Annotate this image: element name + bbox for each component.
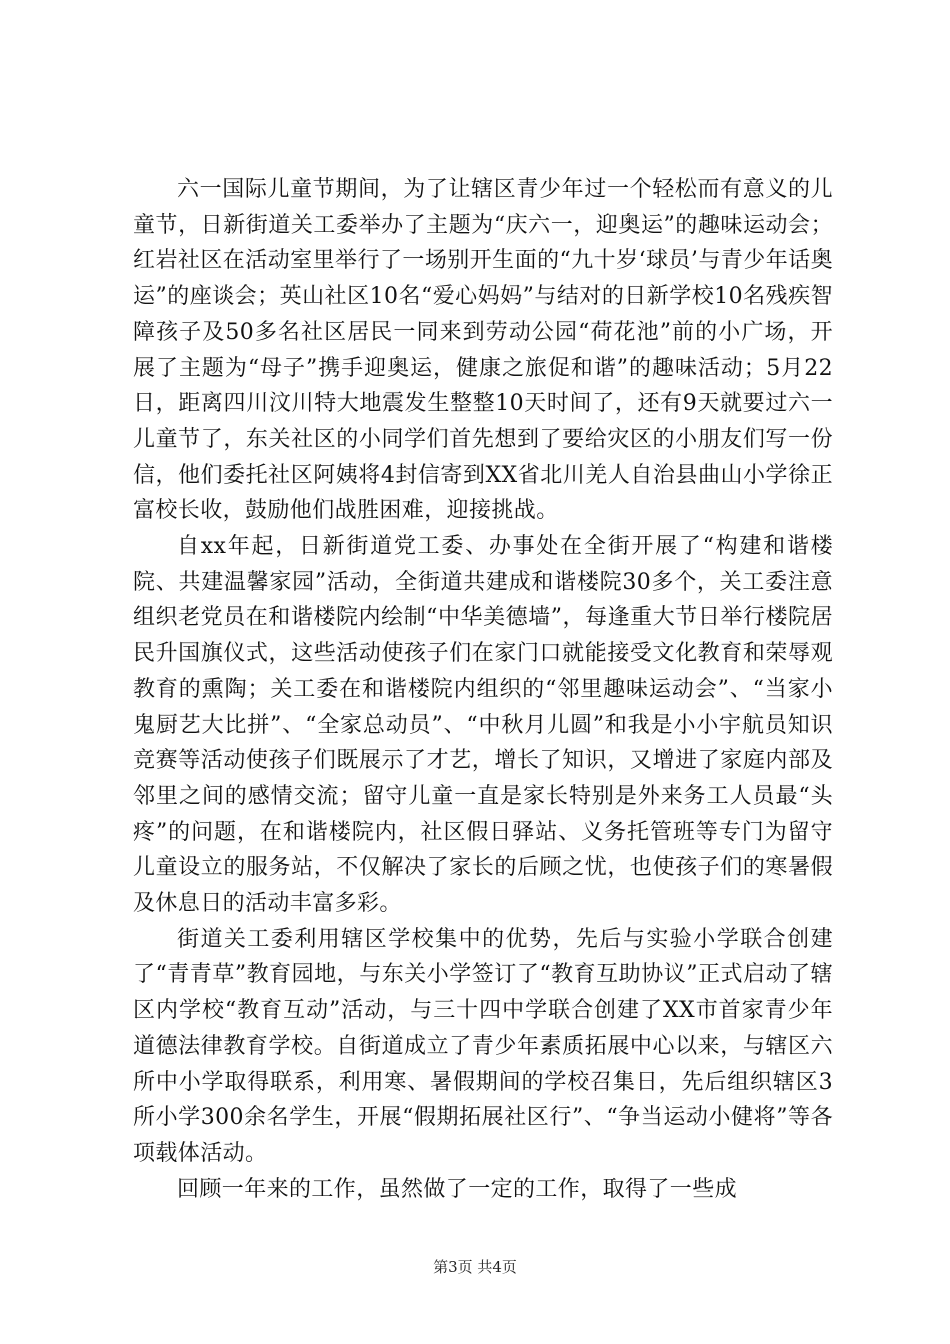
body-text bbox=[133, 172, 833, 1207]
paragraph-harmonious-courtyards: 自xx年起，日新街道党工委、办事处在全街开展了“构建和谐楼院、共建温馨家园”活动，全街道共建成和谐楼院30多个，关工委注意组织老党员在和谐楼院内绘制“中华美德墙”，每逢重大节日举行楼院居民升国旗仪式，这些活动使孩子们在家门口就能接受文化教育和荣辱观教育的熏陶；关工委在和谐楼院内组织的“邻里趣味运动会”、“当家小鬼厨艺大比拼”、“全家总动员”、“中秋月儿圆”和我是小小宇航员知识竞赛等活动使孩子们既展示了才艺，增长了知识，又增进了家庭内部及邻里之间的感情交流；留守儿童一直是家长特别是外来务工人员最“头疼”的问题，在和谐楼院内，社区假日驿站、义务托管班等专门为留守儿童设立的服务站，不仅解决了家长的后顾之忧，也使孩子们的寒暑假及休息日的活动丰富多彩。 bbox=[133, 534, 833, 917]
paragraph-school-cooperation: 街道关工委利用辖区学校集中的优势，先后与实验小学联合创建了“青青草”教育园地，与东关小学签订了“教育互助协议”正式启动了辖区内学校“教育互动”活动，与三十四中学联合创建了XX市首家青少年道德法律教育学校。自街道成立了青少年素质拓展中心以来，与辖区六所中小学取得联系，利用寒、暑假期间的学校召集日，先后组织辖区3所小学300余名学生，开展“假期拓展社区行”、“争当运动小健将”等各项载体活动。 bbox=[133, 926, 833, 1166]
paragraph-review: 回顾一年来的工作，虽然做了一定的工作，取得了一些成 bbox=[177, 1176, 738, 1202]
page-footer: 第3页 共4页 bbox=[433, 1258, 517, 1276]
paragraph-children-day: 六一国际儿童节期间，为了让辖区青少年过一个轻松而有意义的儿童节，日新街道关工委举办了主题为“庆六一，迎奥运”的趣味运动会；红岩社区在活动室里举行了一场别开生面的“九十岁‘球员’与青少年话奥运”的座谈会；英山社区10名“爱心妈妈”与结对的日新学校10名残疾智障孩子及50多名社区居民一同来到劳动公园“荷花池”前的小广场，开展了主题为“母子”携手迎奥运，健康之旅促和谐”的趣味活动；5月22日，距离四川汶川特大地震发生整整10天时间了，还有9天就要过六一儿童节了，东关社区的小同学们首先想到了要给灾区的小朋友们写一份信，他们委托社区阿姨将4封信寄到XX省北川羌人自治县曲山小学徐正富校长收，鼓励他们战胜困难，迎接挑战。 bbox=[133, 177, 833, 524]
